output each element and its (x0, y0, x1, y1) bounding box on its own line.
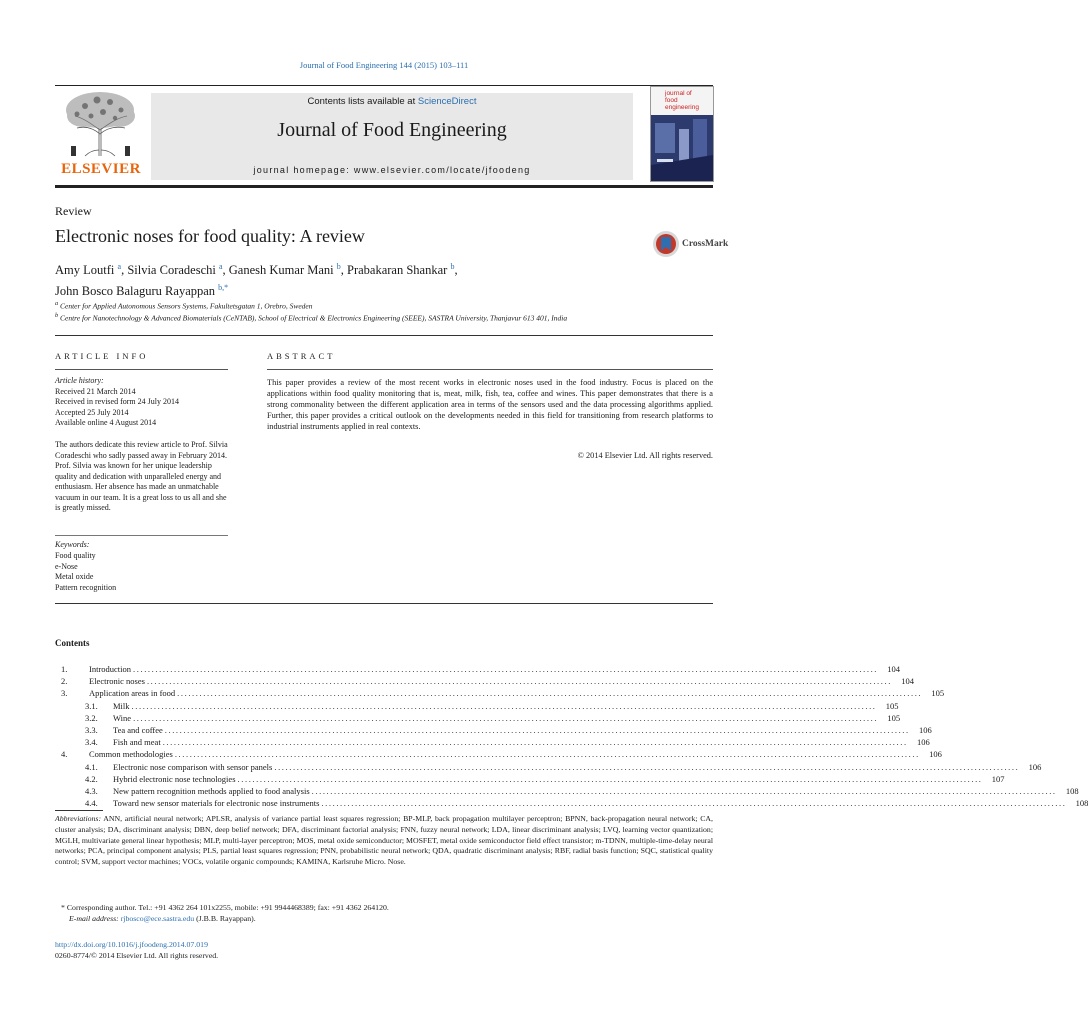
author-name[interactable]: Silvia Coradeschi (127, 263, 216, 278)
section-rule (55, 603, 713, 604)
toc-dot-leader: ........................................................................................................................................................................................................ (311, 785, 1057, 796)
keywords (55, 540, 230, 594)
abstract-copyright: © 2014 Elsevier Ltd. All rights reserved. (577, 451, 713, 460)
toc-dot-leader: ........................................................................................................................................................................................................ (177, 688, 923, 699)
author-separator: , (121, 263, 128, 278)
history-label: Article history: (55, 376, 104, 385)
author-affil-sup[interactable]: b (336, 262, 341, 271)
email-line (55, 914, 713, 925)
contents-prefix: Contents lists available at (307, 96, 418, 107)
email-suffix: (J.B.B. Rayappan). (194, 913, 256, 923)
keyword: e-Nose (55, 561, 78, 571)
toc-dot-leader: ........................................................................................................................................................................................................ (133, 664, 879, 674)
toc-title[interactable]: Common methodologies (89, 749, 173, 760)
elsevier-logo (55, 88, 147, 183)
toc-dot-leader: ........................................................................................................................................................................................................ (237, 773, 983, 784)
toc-entry[interactable] (55, 785, 1079, 797)
toc-entry[interactable] (55, 797, 1088, 809)
cover-illustration (651, 115, 713, 181)
journal-citation[interactable]: Journal of Food Engineering 144 (2015) 103–111 (299, 60, 469, 70)
cover-title (665, 90, 713, 111)
history-item: Received in revised form 24 July 2014 (55, 397, 179, 406)
journal-title: Journal of Food Engineering (277, 119, 507, 141)
email-link[interactable]: rjbosco@ece.sastra.edu (120, 913, 195, 923)
article-info-heading: ARTICLE INFO (55, 351, 149, 361)
author (55, 284, 228, 298)
keyword: Food quality (55, 550, 96, 560)
corresponding-author: * Corresponding author. Tel.: +91 4362 264 101x2255, mobile: +91 9944468389; fax: +91 4362 264120. (61, 903, 389, 912)
article-info-rule (55, 369, 228, 370)
toc-entry[interactable] (55, 700, 899, 712)
article-title: Electronic noses for food quality: A review (55, 226, 365, 246)
toc-number: 4.2. (85, 773, 98, 784)
section-rule (55, 335, 713, 336)
affiliation-text: Centre for Nanotechnology & Advanced Biomaterials (CeNTAB), School of Electrical & Electronics Engineering (SEEE), SASTRA University, Thanjavur 613 401, India (60, 313, 568, 323)
toc-entry[interactable] (55, 773, 1005, 785)
doi-block (55, 939, 713, 961)
affiliation (55, 300, 312, 311)
toc-page-number: 104 (901, 676, 914, 687)
author-separator: , (454, 263, 458, 278)
toc-title[interactable]: Wine (113, 712, 132, 723)
contents-availability (151, 96, 633, 107)
toc-dot-leader: ........................................................................................................................................................................................................ (146, 676, 892, 687)
abbreviations-label: Abbreviations: (55, 814, 102, 823)
crossmark-label: CrossMark (682, 239, 729, 249)
author-affil-sup[interactable]: a (218, 262, 223, 271)
toc-page-number: 106 (1028, 761, 1042, 772)
author-name[interactable]: Ganesh Kumar Mani (228, 263, 334, 278)
elsevier-tree-icon (55, 88, 147, 158)
toc-title[interactable]: Application areas in food (89, 688, 176, 699)
doi-link[interactable]: http://dx.doi.org/10.1016/j.jfoodeng.2014.07.019 (55, 940, 208, 949)
author (127, 263, 228, 277)
journal-cover-image (650, 86, 714, 182)
history-item: Available online 4 August 2014 (55, 418, 157, 427)
keywords-label: Keywords: (55, 540, 90, 549)
toc-entry[interactable] (55, 675, 914, 687)
contents-heading: Contents (55, 638, 90, 648)
toc-page-number: 106 (919, 724, 932, 735)
issn-copyright: 0260-8774/© 2014 Elsevier Ltd. All rights reserved. (55, 951, 219, 960)
abstract-text: This paper provides a review of the most recent works in electronic noses used in the food industry. Focus is placed on the applications within food quality monitoring that is, meat, milk, fish, tea, coffee and wines. This paper demonstrates that there is a strong commonality between the different application area in terms of the sensors used and the data processing algorithms applied. Further, this paper provides a critical outlook on the developments needed in this field for transitioning from research platforms to industrial instruments applied in real contexts. (267, 378, 713, 431)
toc-title[interactable]: Electronic noses (89, 676, 145, 687)
toc-number: 4. (61, 749, 68, 760)
crossmark-badge[interactable] (652, 229, 732, 259)
author (55, 263, 127, 277)
affiliation-sup: a (55, 300, 59, 307)
author (229, 263, 347, 277)
toc-title[interactable]: Tea and coffee (113, 724, 163, 735)
abstract-heading: ABSTRACT (267, 351, 336, 361)
affiliation-text: Center for Applied Autonomous Sensors Systems, Fakultetsgatan 1, Orebro, Sweden (60, 301, 313, 311)
author-affil-sup[interactable]: b,* (218, 283, 229, 293)
author (347, 263, 458, 277)
abbreviations-footnote (55, 814, 713, 868)
toc-dot-leader: ........................................................................................................................................................................................................ (174, 749, 920, 760)
toc-entry[interactable] (55, 736, 930, 748)
author-affil-sup[interactable]: b (450, 262, 455, 271)
toc-number: 3.1. (85, 700, 98, 711)
toc-page-number: 106 (916, 737, 930, 748)
publisher-logo-text: ELSEVIER (61, 161, 141, 177)
dedication-note: The authors dedicate this review article to Prof. Silvia Coradeschi who sadly passed away in February 2014. Prof. Silvia was known for her unique leadership quality and dedication with unparalleled energy and enthusiasm. Her absence has made an unmatchable vacuum in our team. It is a great loss to us all and she is greatly missed. (55, 440, 228, 512)
toc-page-number: 105 (931, 688, 945, 699)
email-label: E-mail address: (69, 913, 119, 923)
toc-page-number: 107 (991, 773, 1005, 784)
toc-dot-leader: ........................................................................................................................................................................................................ (321, 798, 1067, 809)
toc-dot-leader: ........................................................................................................................................................................................................ (274, 761, 1020, 772)
keyword: Pattern recognition (55, 583, 117, 593)
toc-title[interactable]: Hybrid electronic nose technologies (113, 773, 236, 784)
toc-page-number: 106 (929, 749, 942, 760)
homepage-prefix: journal homepage: (253, 165, 354, 175)
toc-title[interactable]: New pattern recognition methods applied to food analysis (113, 785, 310, 796)
toc-number: 2. (61, 676, 68, 687)
toc-entry[interactable] (55, 687, 945, 699)
abstract-rule (267, 369, 713, 370)
sciencedirect-link[interactable]: ScienceDirect (417, 96, 477, 107)
journal-homepage (151, 165, 633, 175)
toc-number: 3.2. (85, 712, 98, 723)
toc-number: 4.3. (85, 785, 98, 796)
toc-number: 3. (61, 688, 68, 699)
crossmark-icon (652, 229, 680, 259)
toc-page-number: 104 (887, 664, 901, 674)
toc-page-number: 105 (887, 712, 901, 723)
toc-dot-leader: ........................................................................................................................................................................................................ (162, 737, 908, 748)
affiliation (55, 312, 567, 323)
toc-dot-leader: ........................................................................................................................................................................................................ (164, 724, 910, 735)
affiliation-sup: b (55, 312, 59, 319)
toc-title[interactable]: Electronic nose comparison with sensor panels (113, 761, 273, 772)
toc-title[interactable]: Milk (113, 700, 130, 711)
author-separator: , (340, 263, 347, 278)
toc-page-number: 108 (1065, 785, 1079, 796)
toc-entry[interactable] (55, 761, 1042, 773)
author-name[interactable]: Amy Loutfi (55, 263, 115, 278)
header-rule (55, 85, 713, 86)
toc-dot-leader: ........................................................................................................................................................................................................ (133, 712, 879, 723)
abbreviations-text: ANN, artificial neural network; APLSR, analysis of variance partial least squares regression; BP-MLP, back propagation multilayer perceptron; BPNN, back-propagation neural network; CA, cluster analysis; DA, discriminant analysis; DBN, deep belief network; DFA, discriminant factorial analysis; FNN, fuzzy neural network; LDA, linear discriminant analysis; LVQ, learning vector quantization; MGLH, multivariate general linear hypothesis; MLP, multi-layer perceptron; MOS, metal oxide semiconductor; MOSFET, metal oxide semiconductor field effect transistor; m-TDNN, multiple-time-delay neural networks; PCA, principal component analysis; PLS, partial least squares regression; PNN, probabilistic neural network; QDA, quadratic discriminant analysis; RBF, radial basis function; SQC, statistical quality control; SVM, support vector machines; VOCs, volatile organic compounds; KAMINA, Karlsruhe Micro. Nose. (55, 814, 713, 867)
homepage-url[interactable]: www.elsevier.com/locate/jfoodeng (353, 165, 531, 175)
header-thick-rule (55, 185, 713, 188)
article-info-divider (55, 535, 228, 536)
history-item: Accepted 25 July 2014 (55, 407, 129, 417)
author-name[interactable]: John Bosco Balaguru Rayappan (55, 284, 216, 299)
toc-entry[interactable] (55, 748, 942, 760)
journal-masthead (151, 93, 633, 180)
toc-title[interactable]: Fish and meat (113, 737, 161, 748)
article-type: Review (55, 204, 92, 218)
toc-entry[interactable] (55, 724, 932, 736)
toc-number: 4.1. (85, 761, 98, 772)
author-affil-sup[interactable]: a (117, 262, 122, 271)
article-history (55, 376, 230, 429)
toc-page-number: 108 (1075, 798, 1088, 809)
toc-page-number: 105 (885, 700, 899, 711)
toc-number: 4.4. (85, 798, 98, 809)
toc-entry[interactable] (55, 663, 901, 675)
history-item: Received 21 March 2014 (55, 386, 136, 396)
cover-title-line2: food engineering (665, 97, 699, 111)
toc-title[interactable]: Introduction (89, 664, 132, 674)
corresponding-author-note (55, 903, 713, 925)
toc-title[interactable]: Toward new sensor materials for electronic nose instruments (113, 798, 320, 809)
toc-dot-leader: ........................................................................................................................................................................................................ (131, 700, 877, 711)
cover-title-line1: journal of (665, 90, 692, 97)
author-name[interactable]: Prabakaran Shankar (347, 263, 448, 278)
toc-number: 3.3. (85, 724, 98, 735)
author-separator: , (222, 263, 229, 278)
toc-entry[interactable] (55, 712, 901, 724)
toc-number: 1. (61, 664, 68, 674)
table-of-contents (55, 663, 1088, 809)
keyword: Metal oxide (55, 572, 94, 582)
toc-number: 3.4. (85, 737, 98, 748)
footnote-rule (55, 810, 103, 811)
author-list (55, 258, 575, 300)
